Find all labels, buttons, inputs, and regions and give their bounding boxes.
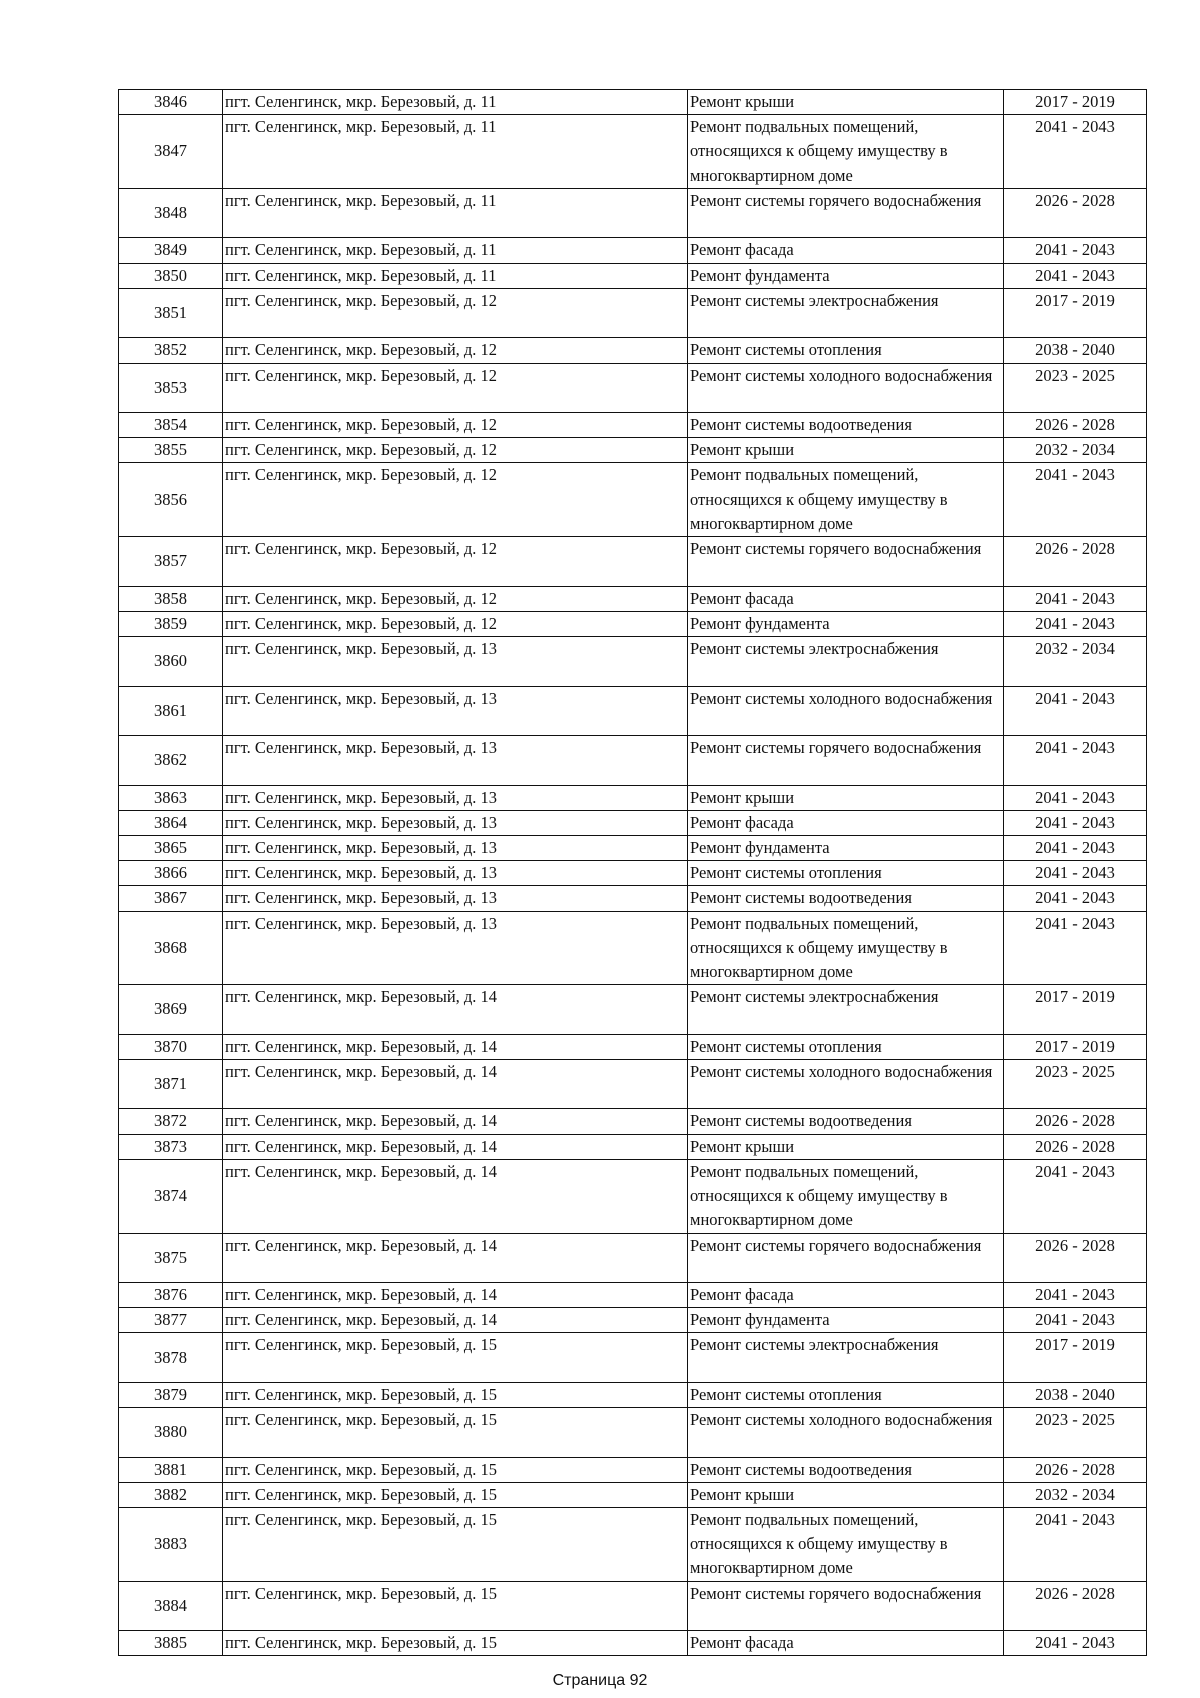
table-row <box>119 686 1147 736</box>
work-type-cell: Ремонт системы отопления <box>688 338 1004 363</box>
row-number-cell: 3879 <box>119 1382 223 1407</box>
row-number-cell: 3849 <box>119 238 223 263</box>
work-type-cell: Ремонт крыши <box>688 90 1004 115</box>
table-row <box>119 810 1147 835</box>
table-row <box>119 1034 1147 1059</box>
address-cell: пгт. Селенгинск, мкр. Березовый, д. 11 <box>223 238 688 263</box>
row-number-cell: 3885 <box>119 1631 223 1656</box>
table-row <box>119 1382 1147 1407</box>
table-row <box>119 363 1147 413</box>
work-type-cell: Ремонт системы горячего водоснабжения <box>688 1581 1004 1631</box>
row-number-cell: 3881 <box>119 1457 223 1482</box>
address-cell: пгт. Селенгинск, мкр. Березовый, д. 14 <box>223 1034 688 1059</box>
table-row <box>119 886 1147 911</box>
period-cell: 2041 - 2043 <box>1004 911 1147 985</box>
work-type-cell: Ремонт системы водоотведения <box>688 886 1004 911</box>
period-cell: 2023 - 2025 <box>1004 363 1147 413</box>
row-number-cell: 3868 <box>119 911 223 985</box>
address-cell: пгт. Селенгинск, мкр. Березовый, д. 14 <box>223 1134 688 1159</box>
table-row <box>119 861 1147 886</box>
work-type-cell: Ремонт системы электроснабжения <box>688 288 1004 338</box>
table-row <box>119 438 1147 463</box>
row-number-cell: 3875 <box>119 1233 223 1283</box>
table-row <box>119 611 1147 636</box>
row-number-cell: 3871 <box>119 1059 223 1109</box>
table-row <box>119 1308 1147 1333</box>
table-row <box>119 1581 1147 1631</box>
period-cell: 2026 - 2028 <box>1004 1233 1147 1283</box>
row-number-cell: 3869 <box>119 985 223 1035</box>
work-type-cell: Ремонт подвальных помещений, относящихся к общему имуществу в многоквартирном доме <box>688 1508 1004 1582</box>
row-number-cell: 3855 <box>119 438 223 463</box>
table-row <box>119 911 1147 985</box>
address-cell: пгт. Селенгинск, мкр. Березовый, д. 12 <box>223 611 688 636</box>
work-type-cell: Ремонт фундамента <box>688 263 1004 288</box>
address-cell: пгт. Селенгинск, мкр. Березовый, д. 15 <box>223 1457 688 1482</box>
row-number-cell: 3856 <box>119 463 223 537</box>
period-cell: 2026 - 2028 <box>1004 1134 1147 1159</box>
work-type-cell: Ремонт подвальных помещений, относящихся к общему имуществу в многоквартирном доме <box>688 911 1004 985</box>
address-cell: пгт. Селенгинск, мкр. Березовый, д. 11 <box>223 115 688 189</box>
table-row <box>119 90 1147 115</box>
period-cell: 2032 - 2034 <box>1004 1482 1147 1507</box>
row-number-cell: 3860 <box>119 637 223 687</box>
work-type-cell: Ремонт системы горячего водоснабжения <box>688 188 1004 238</box>
address-cell: пгт. Селенгинск, мкр. Березовый, д. 12 <box>223 363 688 413</box>
table-row <box>119 586 1147 611</box>
works-table <box>118 89 1147 1656</box>
period-cell: 2041 - 2043 <box>1004 886 1147 911</box>
period-cell: 2041 - 2043 <box>1004 861 1147 886</box>
period-cell: 2041 - 2043 <box>1004 611 1147 636</box>
period-cell: 2041 - 2043 <box>1004 1508 1147 1582</box>
address-cell: пгт. Селенгинск, мкр. Березовый, д. 13 <box>223 637 688 687</box>
table-row <box>119 1134 1147 1159</box>
row-number-cell: 3859 <box>119 611 223 636</box>
period-cell: 2026 - 2028 <box>1004 413 1147 438</box>
period-cell: 2038 - 2040 <box>1004 338 1147 363</box>
row-number-cell: 3870 <box>119 1034 223 1059</box>
table-row <box>119 238 1147 263</box>
period-cell: 2041 - 2043 <box>1004 115 1147 189</box>
work-type-cell: Ремонт подвальных помещений, относящихся к общему имуществу в многоквартирном доме <box>688 115 1004 189</box>
work-type-cell: Ремонт крыши <box>688 1482 1004 1507</box>
table-row <box>119 637 1147 687</box>
period-cell: 2026 - 2028 <box>1004 1457 1147 1482</box>
work-type-cell: Ремонт системы электроснабжения <box>688 1333 1004 1383</box>
table-row <box>119 1631 1147 1656</box>
row-number-cell: 3864 <box>119 810 223 835</box>
row-number-cell: 3853 <box>119 363 223 413</box>
address-cell: пгт. Селенгинск, мкр. Березовый, д. 11 <box>223 263 688 288</box>
work-type-cell: Ремонт системы отопления <box>688 861 1004 886</box>
table-row <box>119 785 1147 810</box>
address-cell: пгт. Селенгинск, мкр. Березовый, д. 15 <box>223 1581 688 1631</box>
page-number: Страница 92 <box>552 1672 648 1689</box>
period-cell: 2026 - 2028 <box>1004 188 1147 238</box>
table-row <box>119 1059 1147 1109</box>
period-cell: 2041 - 2043 <box>1004 1159 1147 1233</box>
row-number-cell: 3863 <box>119 785 223 810</box>
period-cell: 2041 - 2043 <box>1004 463 1147 537</box>
work-type-cell: Ремонт системы горячего водоснабжения <box>688 736 1004 786</box>
period-cell: 2041 - 2043 <box>1004 785 1147 810</box>
address-cell: пгт. Селенгинск, мкр. Березовый, д. 13 <box>223 686 688 736</box>
period-cell: 2041 - 2043 <box>1004 736 1147 786</box>
period-cell: 2023 - 2025 <box>1004 1059 1147 1109</box>
row-number-cell: 3848 <box>119 188 223 238</box>
address-cell: пгт. Селенгинск, мкр. Березовый, д. 12 <box>223 413 688 438</box>
works-table-body <box>119 90 1147 1656</box>
address-cell: пгт. Селенгинск, мкр. Березовый, д. 15 <box>223 1482 688 1507</box>
row-number-cell: 3876 <box>119 1283 223 1308</box>
row-number-cell: 3880 <box>119 1408 223 1458</box>
table-row <box>119 1457 1147 1482</box>
table-row <box>119 1233 1147 1283</box>
address-cell: пгт. Селенгинск, мкр. Березовый, д. 14 <box>223 1059 688 1109</box>
work-type-cell: Ремонт крыши <box>688 1134 1004 1159</box>
row-number-cell: 3872 <box>119 1109 223 1134</box>
period-cell: 2023 - 2025 <box>1004 1408 1147 1458</box>
table-row <box>119 188 1147 238</box>
work-type-cell: Ремонт системы водоотведения <box>688 413 1004 438</box>
table-row <box>119 413 1147 438</box>
address-cell: пгт. Селенгинск, мкр. Березовый, д. 14 <box>223 1233 688 1283</box>
period-cell: 2017 - 2019 <box>1004 985 1147 1035</box>
work-type-cell: Ремонт подвальных помещений, относящихся к общему имуществу в многоквартирном доме <box>688 1159 1004 1233</box>
address-cell: пгт. Селенгинск, мкр. Березовый, д. 13 <box>223 886 688 911</box>
period-cell: 2041 - 2043 <box>1004 263 1147 288</box>
row-number-cell: 3866 <box>119 861 223 886</box>
row-number-cell: 3882 <box>119 1482 223 1507</box>
address-cell: пгт. Селенгинск, мкр. Березовый, д. 12 <box>223 338 688 363</box>
period-cell: 2032 - 2034 <box>1004 438 1147 463</box>
row-number-cell: 3867 <box>119 886 223 911</box>
work-type-cell: Ремонт системы холодного водоснабжения <box>688 1408 1004 1458</box>
row-number-cell: 3847 <box>119 115 223 189</box>
row-number-cell: 3862 <box>119 736 223 786</box>
address-cell: пгт. Селенгинск, мкр. Березовый, д. 13 <box>223 861 688 886</box>
table-row <box>119 1408 1147 1458</box>
table-row <box>119 835 1147 860</box>
period-cell: 2038 - 2040 <box>1004 1382 1147 1407</box>
period-cell: 2017 - 2019 <box>1004 288 1147 338</box>
work-type-cell: Ремонт фундамента <box>688 611 1004 636</box>
period-cell: 2041 - 2043 <box>1004 586 1147 611</box>
row-number-cell: 3846 <box>119 90 223 115</box>
address-cell: пгт. Селенгинск, мкр. Березовый, д. 12 <box>223 463 688 537</box>
table-row <box>119 288 1147 338</box>
row-number-cell: 3873 <box>119 1134 223 1159</box>
work-type-cell: Ремонт фундамента <box>688 835 1004 860</box>
table-row <box>119 338 1147 363</box>
period-cell: 2041 - 2043 <box>1004 238 1147 263</box>
address-cell: пгт. Селенгинск, мкр. Березовый, д. 14 <box>223 1283 688 1308</box>
row-number-cell: 3850 <box>119 263 223 288</box>
row-number-cell: 3884 <box>119 1581 223 1631</box>
period-cell: 2032 - 2034 <box>1004 637 1147 687</box>
address-cell: пгт. Селенгинск, мкр. Березовый, д. 12 <box>223 288 688 338</box>
address-cell: пгт. Селенгинск, мкр. Березовый, д. 13 <box>223 736 688 786</box>
table-row <box>119 463 1147 537</box>
address-cell: пгт. Селенгинск, мкр. Березовый, д. 14 <box>223 1159 688 1233</box>
address-cell: пгт. Селенгинск, мкр. Березовый, д. 11 <box>223 188 688 238</box>
address-cell: пгт. Селенгинск, мкр. Березовый, д. 12 <box>223 438 688 463</box>
address-cell: пгт. Селенгинск, мкр. Березовый, д. 14 <box>223 1109 688 1134</box>
row-number-cell: 3858 <box>119 586 223 611</box>
period-cell: 2041 - 2043 <box>1004 810 1147 835</box>
work-type-cell: Ремонт фасада <box>688 1283 1004 1308</box>
row-number-cell: 3854 <box>119 413 223 438</box>
table-row <box>119 1283 1147 1308</box>
work-type-cell: Ремонт фасада <box>688 586 1004 611</box>
period-cell: 2026 - 2028 <box>1004 1581 1147 1631</box>
work-type-cell: Ремонт системы электроснабжения <box>688 637 1004 687</box>
period-cell: 2017 - 2019 <box>1004 1034 1147 1059</box>
row-number-cell: 3878 <box>119 1333 223 1383</box>
work-type-cell: Ремонт фундамента <box>688 1308 1004 1333</box>
work-type-cell: Ремонт системы холодного водоснабжения <box>688 686 1004 736</box>
period-cell: 2041 - 2043 <box>1004 686 1147 736</box>
table-row <box>119 1482 1147 1507</box>
address-cell: пгт. Селенгинск, мкр. Березовый, д. 12 <box>223 537 688 587</box>
work-type-cell: Ремонт фасада <box>688 238 1004 263</box>
row-number-cell: 3874 <box>119 1159 223 1233</box>
table-row <box>119 736 1147 786</box>
address-cell: пгт. Селенгинск, мкр. Березовый, д. 15 <box>223 1333 688 1383</box>
work-type-cell: Ремонт системы отопления <box>688 1382 1004 1407</box>
table-row <box>119 263 1147 288</box>
work-type-cell: Ремонт системы горячего водоснабжения <box>688 537 1004 587</box>
work-type-cell: Ремонт системы электроснабжения <box>688 985 1004 1035</box>
period-cell: 2017 - 2019 <box>1004 1333 1147 1383</box>
work-type-cell: Ремонт системы водоотведения <box>688 1109 1004 1134</box>
table-row <box>119 1333 1147 1383</box>
address-cell: пгт. Селенгинск, мкр. Березовый, д. 14 <box>223 1308 688 1333</box>
work-type-cell: Ремонт системы горячего водоснабжения <box>688 1233 1004 1283</box>
table-row <box>119 537 1147 587</box>
work-type-cell: Ремонт крыши <box>688 438 1004 463</box>
table-row <box>119 115 1147 189</box>
work-type-cell: Ремонт системы холодного водоснабжения <box>688 1059 1004 1109</box>
work-type-cell: Ремонт фасада <box>688 810 1004 835</box>
work-type-cell: Ремонт крыши <box>688 785 1004 810</box>
period-cell: 2041 - 2043 <box>1004 1631 1147 1656</box>
table-row <box>119 1159 1147 1233</box>
work-type-cell: Ремонт системы водоотведения <box>688 1457 1004 1482</box>
table-row <box>119 1109 1147 1134</box>
row-number-cell: 3852 <box>119 338 223 363</box>
period-cell: 2026 - 2028 <box>1004 537 1147 587</box>
address-cell: пгт. Селенгинск, мкр. Березовый, д. 13 <box>223 835 688 860</box>
address-cell: пгт. Селенгинск, мкр. Березовый, д. 14 <box>223 985 688 1035</box>
work-type-cell: Ремонт фасада <box>688 1631 1004 1656</box>
work-type-cell: Ремонт подвальных помещений, относящихся к общему имуществу в многоквартирном доме <box>688 463 1004 537</box>
address-cell: пгт. Селенгинск, мкр. Березовый, д. 15 <box>223 1631 688 1656</box>
row-number-cell: 3865 <box>119 835 223 860</box>
period-cell: 2041 - 2043 <box>1004 1308 1147 1333</box>
table-row <box>119 1508 1147 1582</box>
row-number-cell: 3857 <box>119 537 223 587</box>
row-number-cell: 3877 <box>119 1308 223 1333</box>
period-cell: 2041 - 2043 <box>1004 835 1147 860</box>
address-cell: пгт. Селенгинск, мкр. Березовый, д. 15 <box>223 1408 688 1458</box>
address-cell: пгт. Селенгинск, мкр. Березовый, д. 15 <box>223 1508 688 1582</box>
address-cell: пгт. Селенгинск, мкр. Березовый, д. 13 <box>223 785 688 810</box>
period-cell: 2017 - 2019 <box>1004 90 1147 115</box>
work-type-cell: Ремонт системы холодного водоснабжения <box>688 363 1004 413</box>
period-cell: 2041 - 2043 <box>1004 1283 1147 1308</box>
address-cell: пгт. Селенгинск, мкр. Березовый, д. 13 <box>223 911 688 985</box>
address-cell: пгт. Селенгинск, мкр. Березовый, д. 11 <box>223 90 688 115</box>
period-cell: 2026 - 2028 <box>1004 1109 1147 1134</box>
address-cell: пгт. Селенгинск, мкр. Березовый, д. 13 <box>223 810 688 835</box>
work-type-cell: Ремонт системы отопления <box>688 1034 1004 1059</box>
row-number-cell: 3861 <box>119 686 223 736</box>
row-number-cell: 3883 <box>119 1508 223 1582</box>
address-cell: пгт. Селенгинск, мкр. Березовый, д. 15 <box>223 1382 688 1407</box>
table-row <box>119 985 1147 1035</box>
address-cell: пгт. Селенгинск, мкр. Березовый, д. 12 <box>223 586 688 611</box>
row-number-cell: 3851 <box>119 288 223 338</box>
